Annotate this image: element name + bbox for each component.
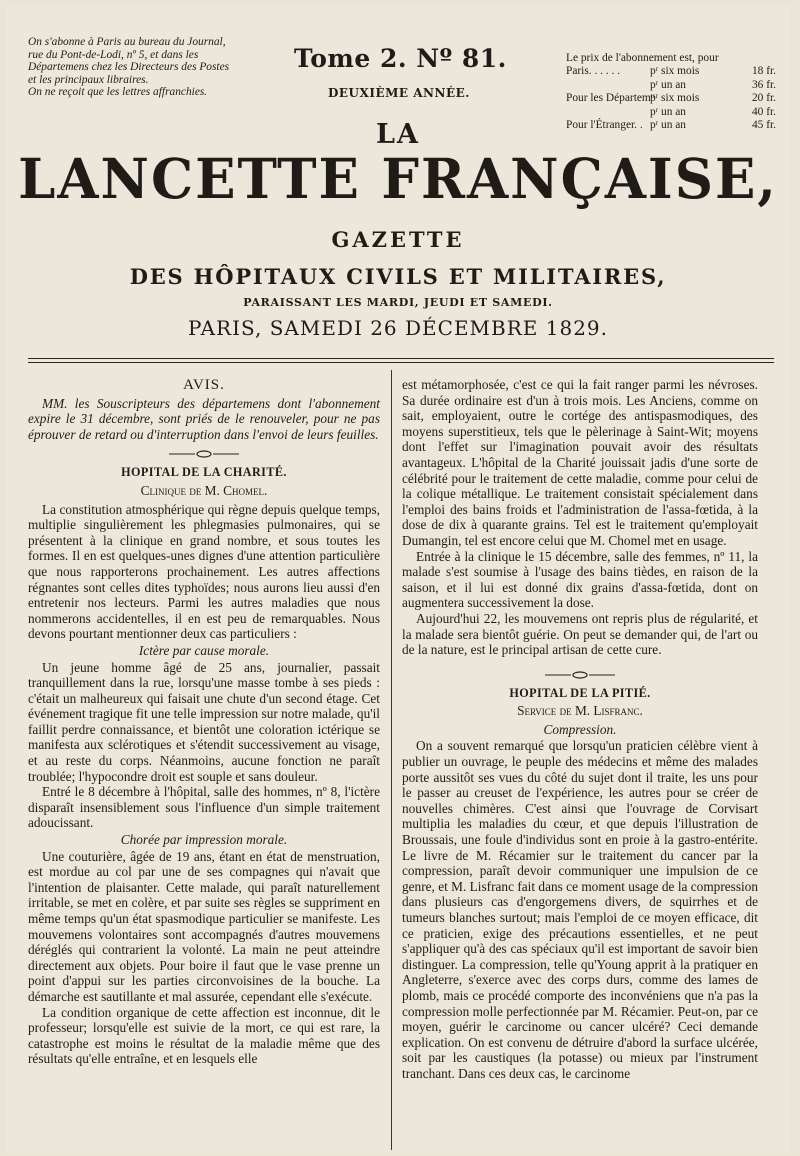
paragraph: est métamorphosée, c'est ce qui la fait ranger parmi les névroses. Sa durée ordinaire est d'un à trois mois. Les Anciens, comme on sait, employaient, outre le cortége des antispasmodiques, des moyens superstitieux, tels que le pèlerinage à Saint-Wit; moyens dont l'effet sur l'imagination pouvait avoir des résultats avantageux. L'hôpital de la Charité jouissait jadis d'une sorte de célébrité pour le traitement de cette maladie, comme pour celui de la colique métallique. Le traitement consistait spécialement dans l'emploi des bains froids et l'administration de l'assa-fœtida, à la dose de dix à quarante grains. Tel est le traitement qu'employait Dumangin, tel est encore celui que M. Chomel met en usage. bbox=[402, 377, 758, 548]
volume-number: Tome 2. Nº 81. bbox=[294, 44, 507, 73]
masthead-article: LA bbox=[376, 119, 420, 150]
case-title-ictere: Ictère par cause morale. bbox=[138, 642, 270, 658]
year-label: DEUXIÈME ANNÉE. bbox=[328, 86, 470, 100]
paragraph: La constitution atmosphérique qui règne depuis quelque temps, multiplie singulièrement les phlegmasies pulmonaires, qui se présentent à la clinique en grand nombre, et sous toutes les formes. Il en est quelques-unes dignes d'une attention particulière que nous rapporterons prochainement. Les autres affections régnantes sont celles dites typhoïdes; nous aurons lieu aussi d'en entretenir nos lecteurs. Parmi les autres maladies que nous nommerons accidentelles, il en est peu de remarquables. Nous devons pourtant mentionner deux cas particuliers : bbox=[28, 501, 380, 642]
price-row: pʳ un an 36 fr. bbox=[650, 78, 776, 91]
avis-title: AVIS. bbox=[183, 377, 225, 393]
letters-notice: On ne reçoit que les lettres affranchies. bbox=[28, 86, 208, 99]
avis-body: MM. les Souscripteurs des départemens dont l'abonnement expire le 31 décembre, sont priés de le renouveler, pour ne pas éprouver de retard ou d'interruption dans l'envoi de leurs feuilles. bbox=[28, 395, 380, 442]
newspaper-page bbox=[6, 6, 790, 1154]
price-title: Le prix de l'abonnement est, pour bbox=[566, 52, 719, 64]
price-row: Pour les Départemᵗˢ pʳ six mois 20 fr. bbox=[566, 92, 776, 105]
clinique-line: Clinique de M. Chomel. bbox=[140, 482, 268, 498]
column-right bbox=[402, 377, 758, 1082]
service-line: Service de M. Lisfranc. bbox=[517, 703, 643, 719]
masthead-gazette: GAZETTE bbox=[331, 227, 465, 252]
paragraph: Entré le 8 décembre à l'hôpital, salle des hommes, nº 8, l'ictère disparaît insensiblement sous l'influence d'un simple traitement adoucissant. bbox=[28, 784, 380, 831]
paragraph: La condition organique de cette affection est inconnue, dit le professeur; lorsqu'elle est suivie de la mort, ce qui est rare, la catastrophe est moins le résultat de la maladie même que des résultats qu'elle entraîne, et en lesquels elle bbox=[28, 1004, 380, 1067]
paragraph: On a souvent remarqué que lorsqu'un praticien célèbre vient à publier un ouvrage, le peuple des médecins et même des malades porte aussitôt ses vues du côté du sujet dont il traite, les uns pour le passer au creuset de l'expérience, les autres pour se créer de nouvelles chimères. C'est ainsi que l'ouvrage de Corvisart multiplia les maladies du cœur, et que depuis l'illustration de Broussais, une foule d'individus sont en proie à la gastro-entérite. Le livre de M. Récamier sur le traitement du cancer par la compression, paraît devoir communiquer une impulsion de ce genre, et M. Lisfranc fait dans ce moment usage de la compression dans plusieurs cas d'engorgemens divers, de squirrhes et de tumeurs blanches surtout; mais l'emploi de ce moyen efficace, dit ce praticien, exige des précautions essentielles, et ne peut s'appliquer qu'à des cas spéciaux qu'il est important de savoir bien distinguer. La compression, telle qu'Young apprit à la pratiquer en Angleterre, s'exerce avec des corps durs, comme des lames de plomb, mais ce procédé comporte des inconvéniens que n'a pas la compression molle perfectionnée par M. Récamier. Peut-on, par ce moyen, guérir le carcinome ou cancer ulcéré? Ceci demande explication. On est convenu de détruire d'abord la surface ulcérée, soit par les caustiques (la potasse) ou mieux par l'instrument tranchant. Dans ces deux cas, le carcinome bbox=[402, 738, 758, 1081]
topic-compression: Compression. bbox=[543, 721, 617, 737]
price-row: pʳ un an 40 fr. bbox=[650, 105, 776, 118]
paragraph: Une couturière, âgée de 19 ans, étant en état de menstruation, est mordue au col par une de ses compagnes qui n'avait que l'intention de plaisanter. Cette malade, qui paraît naturellement irritable, se met en colère, et par suite ses règles se suppriment en même temps qu'un état spasmodique particulier se manifeste. Les mouvemens volontaires sont accompagnés d'autres mouvemens déréglés qui contrarient la volonté. La main ne peut atteindre directement aux objets. Pour boire il faut que le vase prenne un point d'appui sur les parties circonvoisines de la bouche. La démarche est sautillante et mal assurée, cependant elle s'exécute. bbox=[28, 848, 380, 1004]
subscription-address: On s'abonne à Paris au bureau du Journal, rue du Pont-de-Lodi, nº 5, et dans les Départemens chez les Directeurs des Postes et les principaux libraires. bbox=[28, 36, 230, 86]
section-heading-pitie: HOPITAL DE LA PITIÉ. bbox=[509, 685, 651, 700]
ornament-divider bbox=[28, 447, 380, 459]
price-row: Pour l'Étranger. . pʳ un an 45 fr. bbox=[566, 119, 776, 132]
column-left bbox=[28, 378, 380, 1067]
paragraph: Un jeune homme âgé de 25 ans, journalier, passait tranquillement dans la rue, lorsqu'une masse tombe à ses pieds : c'était un malheureux qui faisait une chute d'un second étage. Cet événement tragique fit une telle impression sur notre malade, qu'il faillit perdre connaissance, et bientôt une coloration ictérique se manifesta aux sclérotiques et s'étendit successivement au visage, et au reste du corps. Néanmoins, aucune fonction ne paraît troublée; l'hypocondre droit est souple et sans douleur. bbox=[28, 659, 380, 784]
header-rule-thin bbox=[28, 362, 774, 363]
column-divider bbox=[391, 370, 392, 1150]
dateline: PARIS, SAMEDI 26 DÉCEMBRE 1829. bbox=[187, 316, 609, 340]
masthead-title: LANCETTE FRANÇAISE, bbox=[18, 146, 778, 212]
case-title-choree: Chorée par impression morale. bbox=[120, 832, 288, 848]
publication-days: PARAISSANT LES MARDI, JEUDI ET SAMEDI. bbox=[243, 296, 553, 309]
ornament-divider bbox=[402, 668, 758, 680]
paragraph: Aujourd'hui 22, les mouvemens ont repris plus de régularité, et la malade sera bientôt guérie. On peut se demander qui, de l'art ou de la nature, est le principal artisan de cette cure. bbox=[402, 610, 758, 658]
price-row: Paris. . . . . . pʳ six mois 18 fr. bbox=[566, 65, 776, 78]
subscription-info bbox=[28, 36, 238, 99]
paragraph: Entrée à la clinique le 15 décembre, salle des femmes, nº 11, la malade s'est soumise à l'usage des bains tièdes, en raison de la saison, et il lui est donné dix grains d'assa-fœtida, dont on augmentera successivement la dose. bbox=[402, 548, 758, 611]
header-rule bbox=[28, 358, 774, 359]
masthead-subtitle: DES HÔPITAUX CIVILS ET MILITAIRES, bbox=[129, 264, 667, 289]
section-heading-charite: HOPITAL DE LA CHARITÉ. bbox=[121, 465, 287, 480]
